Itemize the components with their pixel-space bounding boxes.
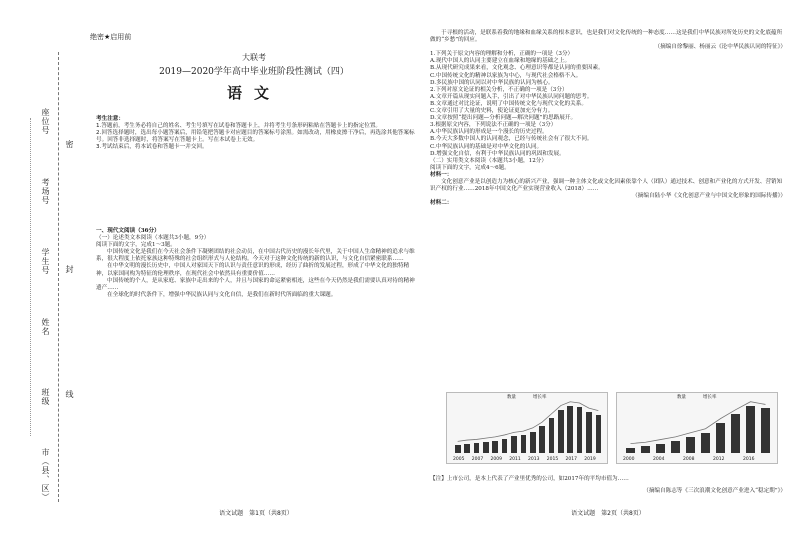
question-1 [430,51,786,86]
chart-note: 【注】上市公司，是本上代表了产业里优秀的公司，如2017年的平均市值为…… [430,475,629,482]
x-tick-label: 2017 [565,457,577,462]
gutter-seal-feng: 封 [65,265,74,274]
x-tick-label: 2012 [713,457,725,462]
question-2 [430,87,786,122]
x-tick-label: 2008 [683,457,695,462]
x-tick-label: 2015 [546,457,559,462]
page-footer-left: 语文试题 第1页（共8页） [219,510,293,517]
passage-paragraph: 中国传统的个人，是从家庭、家族中走出来的个人，并且与国家的命运紧密相连，这些在今天仍然是我们需要认真对待的精神遗产…… [96,277,415,291]
section1 [96,228,416,299]
instruction: 阅读下面的文字，完成4～6题。 [430,164,510,171]
x-tick-label: 2005 [453,457,465,462]
option: C.文章引用了大量的史料，使论证更加充分有力。 [430,108,554,115]
subject-title: 语文 [226,84,281,102]
option: B.从现代研究成果来看，文化观念、心理意识等都是认同的重要因素。 [430,65,604,72]
question-stem: 1.下列关于原文内容的理解和分析，正确的一项是（3分） [430,51,574,58]
option: D.文章按照“提出问题—分析问题—解决问题”的思路展开。 [430,115,577,122]
gutter-label-county: 市（县、区） [41,448,50,502]
fold-line [30,118,31,436]
binding-gutter [0,0,86,536]
passage-paragraph: 在中华文明的漫长历史中，中国人对家国天下的认识与责任意识的形成，经历了曲折的发展过程，形成了中华文化的独特精神，以家国同构为特征的伦理秩序，在现代社会中依然具有重要价值…… [96,263,410,277]
option: A.中华民族认同的形成是一个漫长的历史过程。 [430,129,548,136]
exam-title: 2019—2020学年高中毕业班阶段性测试（四） [159,67,349,77]
section-heading: 一、现代文阅读（36分） [96,228,160,234]
option: B.文章通过对比论证，说明了中国传统文化与现代文化的关系。 [430,100,587,107]
option: A.文章开篇从现实问题入手，引出了对中华民族认同问题的思考。 [430,93,593,100]
bar-chart-1 [446,392,608,464]
page-footer-right: 语文试题 第2页（共8页） [571,510,645,517]
right-column [430,30,786,207]
notice-item: 1.答题前，考生务必将自己的姓名、考生号填写在试卷和答题卡上，并将考生号条形码粘贴在答题卡上的指定位置。 [96,123,382,130]
legend-entry: 增长率 [533,395,547,400]
notice [96,116,416,151]
legend-entry: 数量 [677,395,686,400]
cut-line [58,52,59,502]
bar-chart-2 [616,392,778,464]
exam-org: 大联考 [242,53,266,62]
source-citation: （摘编自陆小华《文化创意产业与中国文化形象的国际传播》） [632,193,786,200]
question-3 [430,122,786,157]
notice-item: 2.回答选择题时，选出每小题答案后，用铅笔把答题卡对应题目的答案标号涂黑。如需改动，用橡皮擦干净后，再选涂其他答案标号。回答非选择题时，将答案写在答题卡上。写在本试卷上无效。 [96,130,415,144]
x-tick-label: 2000 [623,457,635,462]
legend-entry: 增长率 [703,395,717,400]
source-citation: （摘编自徐黎丽、杨丽云《论中华民族认同的特征》） [654,44,786,51]
question-stem: 2.下列对原文论证的相关分析，不正确的一项是（3分） [430,86,568,93]
x-tick-label: 2011 [509,457,521,462]
option: C.中华民族认同的基础是对中华文化的认同。 [430,143,543,150]
option: D.多民族中国的认同以对中华民族的认同为核心。 [430,79,554,86]
gutter-seal-xian: 线 [65,390,74,399]
gutter-label-class: 班级 [41,388,50,406]
gutter-label-seat: 座位号 [41,108,50,135]
gutter-label-name: 姓名 [41,318,50,336]
gutter-label-room: 考场号 [41,178,50,205]
chart-note-block [430,470,786,495]
x-tick-label: 2009 [490,457,502,462]
material-title: 材料二： [430,200,453,207]
passage-paragraph: 于寻根的活动，是联系着我的地缘和血缘关系的根本意识，也是我们对文化传统的一种态度……这是我们中华民族对所处历史的文化底蕴所做的“乡愁”的回应。 [430,30,783,44]
source-citation: （摘编自陈志等《三次浪潮文化创意产业进入“稳定期”》） [643,488,786,495]
notice-item: 3.考试结束后，将本试卷和答题卡一并交回。 [96,144,208,151]
growth-line [623,401,773,453]
option: B.今天大多数中国人的认同观念，已经与传统社会有了很大不同。 [430,136,593,143]
x-tick-label: 2013 [528,457,540,462]
question-stem: 3.根据原文内容，下列说法不正确的一项是（3分） [430,122,557,129]
passage-paragraph: 中国传统文化是我们在今天社会条件下凝聚团结的社会动员，在中国古代历史的漫长年代里，关于中国人生命精神的追求与维系，很大程度上依托家族这种特殊的社会组织形式与人伦结构。今天对于这种文化传统的新的认识，与文化自信紧密联系…… [96,249,415,263]
gutter-label-student-no: 学生号 [41,248,50,275]
passage-paragraph: 文化创意产业是以创造力为核心的新兴产业，强调一种主体文化或文化因素依靠个人（团队）通过技术、创意和产业化的方式开发、营销知识产权的行业……2018年中国文化产业实现营业收入（2018）…… [430,178,783,193]
x-tick-label: 2016 [743,457,755,462]
sub-heading: （二）实用类文本阅读（本题共3小题，12分） [430,157,547,164]
legend-entry: 数量 [507,395,516,400]
confidential-label: 绝密★启用前 [90,33,132,41]
material-title: 材料一： [430,171,453,178]
x-tick-label: 2019 [584,457,596,462]
option: D.增强文化自信，有利于中华民族认同的巩固和发展。 [430,150,565,157]
notice-heading: 考生注意： [96,116,124,122]
x-tick-label: 2007 [471,457,484,462]
gutter-seal-mi: 密 [65,140,74,149]
instruction: 阅读下面的文字，完成1～3题。 [96,242,176,249]
option: C.中国传统文化的精神以家族为中心，与现代社会格格不入。 [430,72,582,79]
option: A.现代中国人的认同主要建立在血缘和地缘的基础之上。 [430,58,571,65]
growth-line [453,401,603,453]
sub-heading: （一）论述类文本阅读（本题共3小题，9分） [96,235,210,242]
x-tick-label: 2004 [653,457,665,462]
passage-paragraph: 在全球化的时代条件下，增强中华民族认同与文化自信，是我们在新时代所面临的重大课题。 [107,291,337,298]
